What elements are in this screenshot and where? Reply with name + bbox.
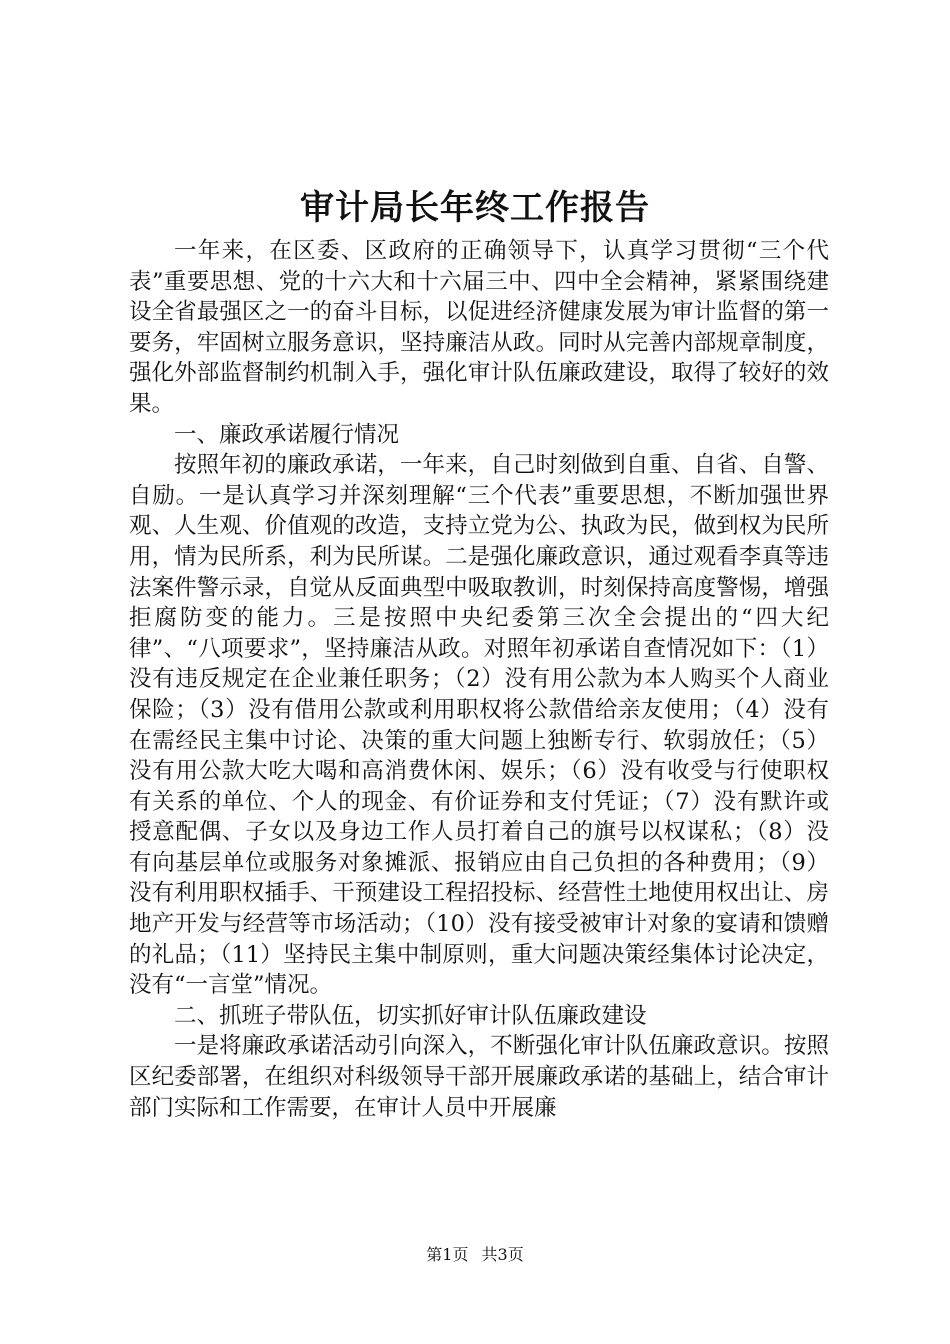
document-body	[129, 236, 829, 1123]
page-footer	[0, 1244, 950, 1266]
page-total: 共3页	[481, 1245, 524, 1264]
section-heading: 一、廉政承诺履行情况	[174, 421, 400, 448]
body-paragraph: 按照年初的廉政承诺，一年来，自己时刻做到自重、自省、自警、自励。一是认真学习并深刻理解“三个代表”重要思想，不断加强世界观、人生观、价值观的改造，支持立党为公、执政为民，做到权为民所用，情为民所系，利为民所谋。二是强化廉政意识，通过观看李真等违法案件警示录，自觉从反面典型中吸取教训，时刻保持高度警惕，增强拒腐防变的能力。三是按照中央纪委第三次全会提出的“四大纪律”、“八项要求”，坚持廉洁从政。对照年初承诺自查情况如下：（1）没有违反规定在企业兼任职务；（2）没有用公款为本人购买个人商业保险；（3）没有借用公款或利用职权将公款借给亲友使用；（4）没有在需经民主集中讨论、决策的重大问题上独断专行、软弱放任；（5）没有用公款大吃大喝和高消费休闲、娱乐；（6）没有收受与行使职权有关系的单位、个人的现金、有价证券和支付凭证；（7）没有默许或授意配偶、子女以及身边工作人员打着自己的旗号以权谋私；（8）没有向基层单位或服务对象摊派、报销应由自己负担的各种费用；（9）没有利用职权插手、干预建设工程招投标、经营性土地使用权出让、房地产开发与经营等市场活动；（10）没有接受被审计对象的宴请和馈赠的礼品；（11）坚持民主集中制原则，重大问题决策经集体讨论决定，没有“一言堂”情况。	[129, 452, 829, 999]
page-number: 第1页	[426, 1245, 469, 1264]
body-paragraph: 一是将廉政承诺活动引向深入，不断强化审计队伍廉政意识。按照区纪委部署，在组织对科级领导干部开展廉政承诺的基础上，结合审计部门实际和工作需要，在审计人员中开展廉	[129, 1033, 829, 1121]
document-title: 审计局长年终工作报告	[300, 188, 650, 228]
body-paragraph: 一年来，在区委、区政府的正确领导下，认真学习贯彻“三个代表”重要思想、党的十六大和十六届三中、四中全会精神，紧紧围绕建设全省最强区之一的奋斗目标，以促进经济健康发展为审计监督的第一要务，牢固树立服务意识，坚持廉洁从政。同时从完善内部规章制度，强化外部监督制约机制入手，强化审计队伍廉政建设，取得了较好的效果。	[129, 238, 829, 417]
section-heading: 二、抓班子带队伍，切实抓好审计队伍廉政建设	[174, 1002, 647, 1029]
